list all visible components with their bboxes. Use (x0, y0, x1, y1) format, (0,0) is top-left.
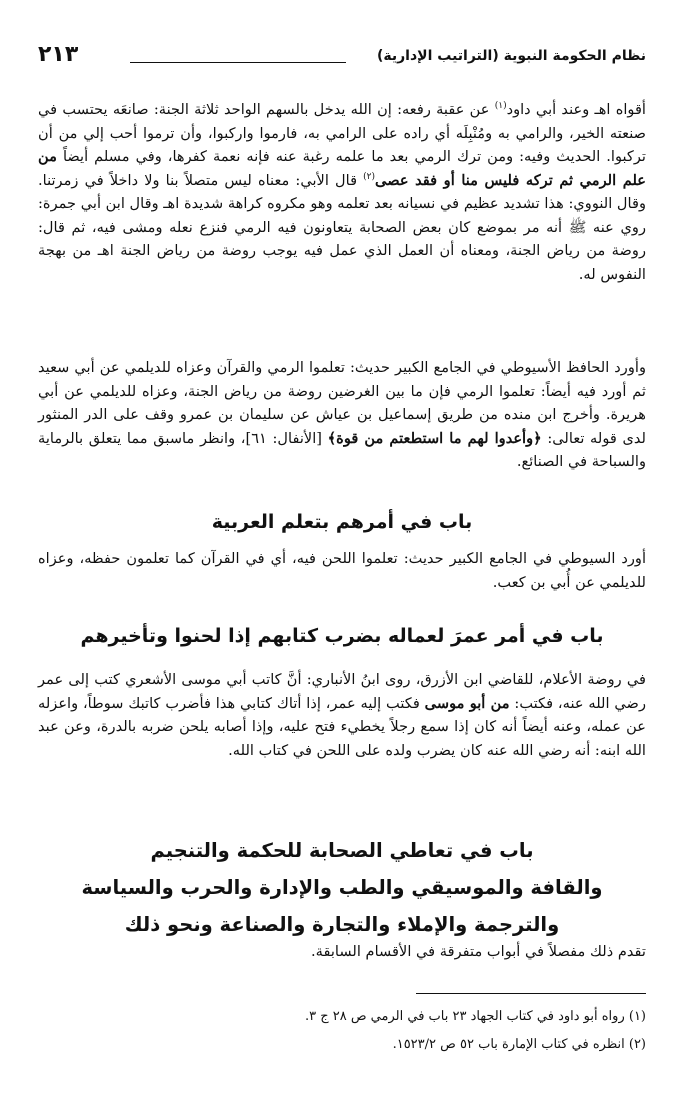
footnote-ref-2: (٢) (363, 171, 376, 182)
paragraph-suyuti (38, 356, 646, 474)
heading-line-3: والترجمة والإملاء والتجارة والصناعة ونحو ذلك (124, 913, 560, 936)
header-rule (130, 62, 346, 63)
bold-phrase: من أبو موسى (424, 694, 510, 712)
paragraph-arabic-learning (38, 547, 646, 594)
section-heading-umar: باب في أمر عمرَ لعماله بضرب كتابهم إذا لحنوا وتأخيرهم (80, 625, 604, 647)
text: في روضة الأعلام، للقاضي ابن الأزرق، روى ابنُ الأنباري: أنَّ كاتب أبي موسى الأشعري كتب إلى عمر رضي الله عنه، فكتب: (38, 671, 646, 712)
footnotes (38, 1003, 646, 1059)
footnote-1: (١) رواه أبو داود في كتاب الجهاد ٢٣ باب في الرمي ص ٢٨ ج ٣. (304, 1009, 646, 1024)
text: قال الأبي: معناه ليس متصلاً بنا ولا داخلاً في زمرتنا. وقال النووي: هذا تشديد عظيم في نسيانه بعد تعلمه وهو مكروه كراهة شديدة اهـ وقال ابن أبي جمرة: روي عنه ﷺ أنه مر بموضع كان بعض الصحابة يتعاونون فيه الرمي فنزع نعله ومشى فيه، ثم قال: روضة من رياض الجنة، ومعناه أن العمل الذي عمل فيه يوجب روضة من رياض الجنة اهـ من بهجة النفوس له. (38, 171, 646, 283)
hadith-bold: من علم الرمي ثم تركه فليس منا أو فقد عصى (38, 148, 646, 189)
text: تقدم ذلك مفصلاً في أبواب متفرقة في الأقسام السابقة. (311, 943, 646, 960)
section-heading-sciences (38, 832, 646, 943)
footnote-2: (٢) انظره في كتاب الإمارة باب ٥٢ ص ١٥٢٣/٢. (392, 1037, 646, 1052)
paragraph-umar (38, 668, 646, 762)
quran-verse: ﴿وأعدوا لهم ما استطعتم من قوة﴾ (327, 429, 542, 447)
heading-line-2: والقافة والموسيقي والطب والإدارة والحرب والسياسة (81, 876, 603, 899)
footnote-rule (416, 993, 646, 994)
text: أقواه اهـ وعند أبي داود (506, 101, 646, 118)
text: [الأنفال: ٦١]، وانظر ماسبق مما يتعلق بالرماية والسباحة في الصنائع. (38, 429, 646, 470)
page-number: ٢١٣ (38, 42, 79, 67)
text: أورد السيوطي في الجامع الكبير حديث: تعلموا اللحن فيه، أي في القرآن كما تعلمون حفظه، وعزاه للديلمي عن أُبي بن كعب. (38, 550, 646, 591)
header-title: نظام الحكومة النبوية (التراتيب الإدارية) (376, 48, 646, 64)
heading-line-1: باب في تعاطي الصحابة للحكمة والتنجيم (150, 839, 534, 862)
text: فكتب إليه عمر، إذا أتاك كتابي هذا فأضرب كاتبك سوطاً، واعزله عن عمله، وعنه أيضاً أنه كان إذا سمع رجلاً يخطيء فتح عليه، وإذا أصابه يلحن ضربه بالدرة، وعن عبد الله ابنه: أنه رضي الله عنه كان يضرب ولده على اللحن في كتاب الله. (38, 694, 646, 759)
paragraph-archery (38, 98, 646, 286)
paragraph-previous-sections (38, 940, 646, 964)
text: عن عقبة رفعه: إن الله يدخل بالسهم الواحد ثلاثة الجنة: صانعَه يحتسب في صنعته الخير، والرامي به ومُنْبِلَه أي راده على الرامي به، فارموا واركبوا، وأن ترموا أحب إلي من أن تركبوا. الحديث وفيه: ومن ترك الرمي بعد ما علمه رغبة عنه فإنه نعمة كفرها، وفي مسلم أيضاً (38, 101, 646, 165)
text: وأورد الحافظ الأسيوطي في الجامع الكبير حديث: تعلموا الرمي والقرآن وعزاه للديلمي عن أبي سعيد ثم أورد فيه أيضاً: تعلموا الرمي فإن ما بين الغرضين روضة من رياض الجنة، وعزاه للديلمي عن أبي هريرة. وأخرج ابن منده من طريق إسماعيل بن عياش عن سليمان بن عمرو وقف على الدر المنثور لدى قوله تعالى: (38, 359, 647, 447)
section-heading-arabic: باب في أمرهم بتعلم العربية (211, 511, 473, 533)
footnote-ref-1: (١) (494, 101, 507, 112)
running-header (38, 44, 646, 74)
